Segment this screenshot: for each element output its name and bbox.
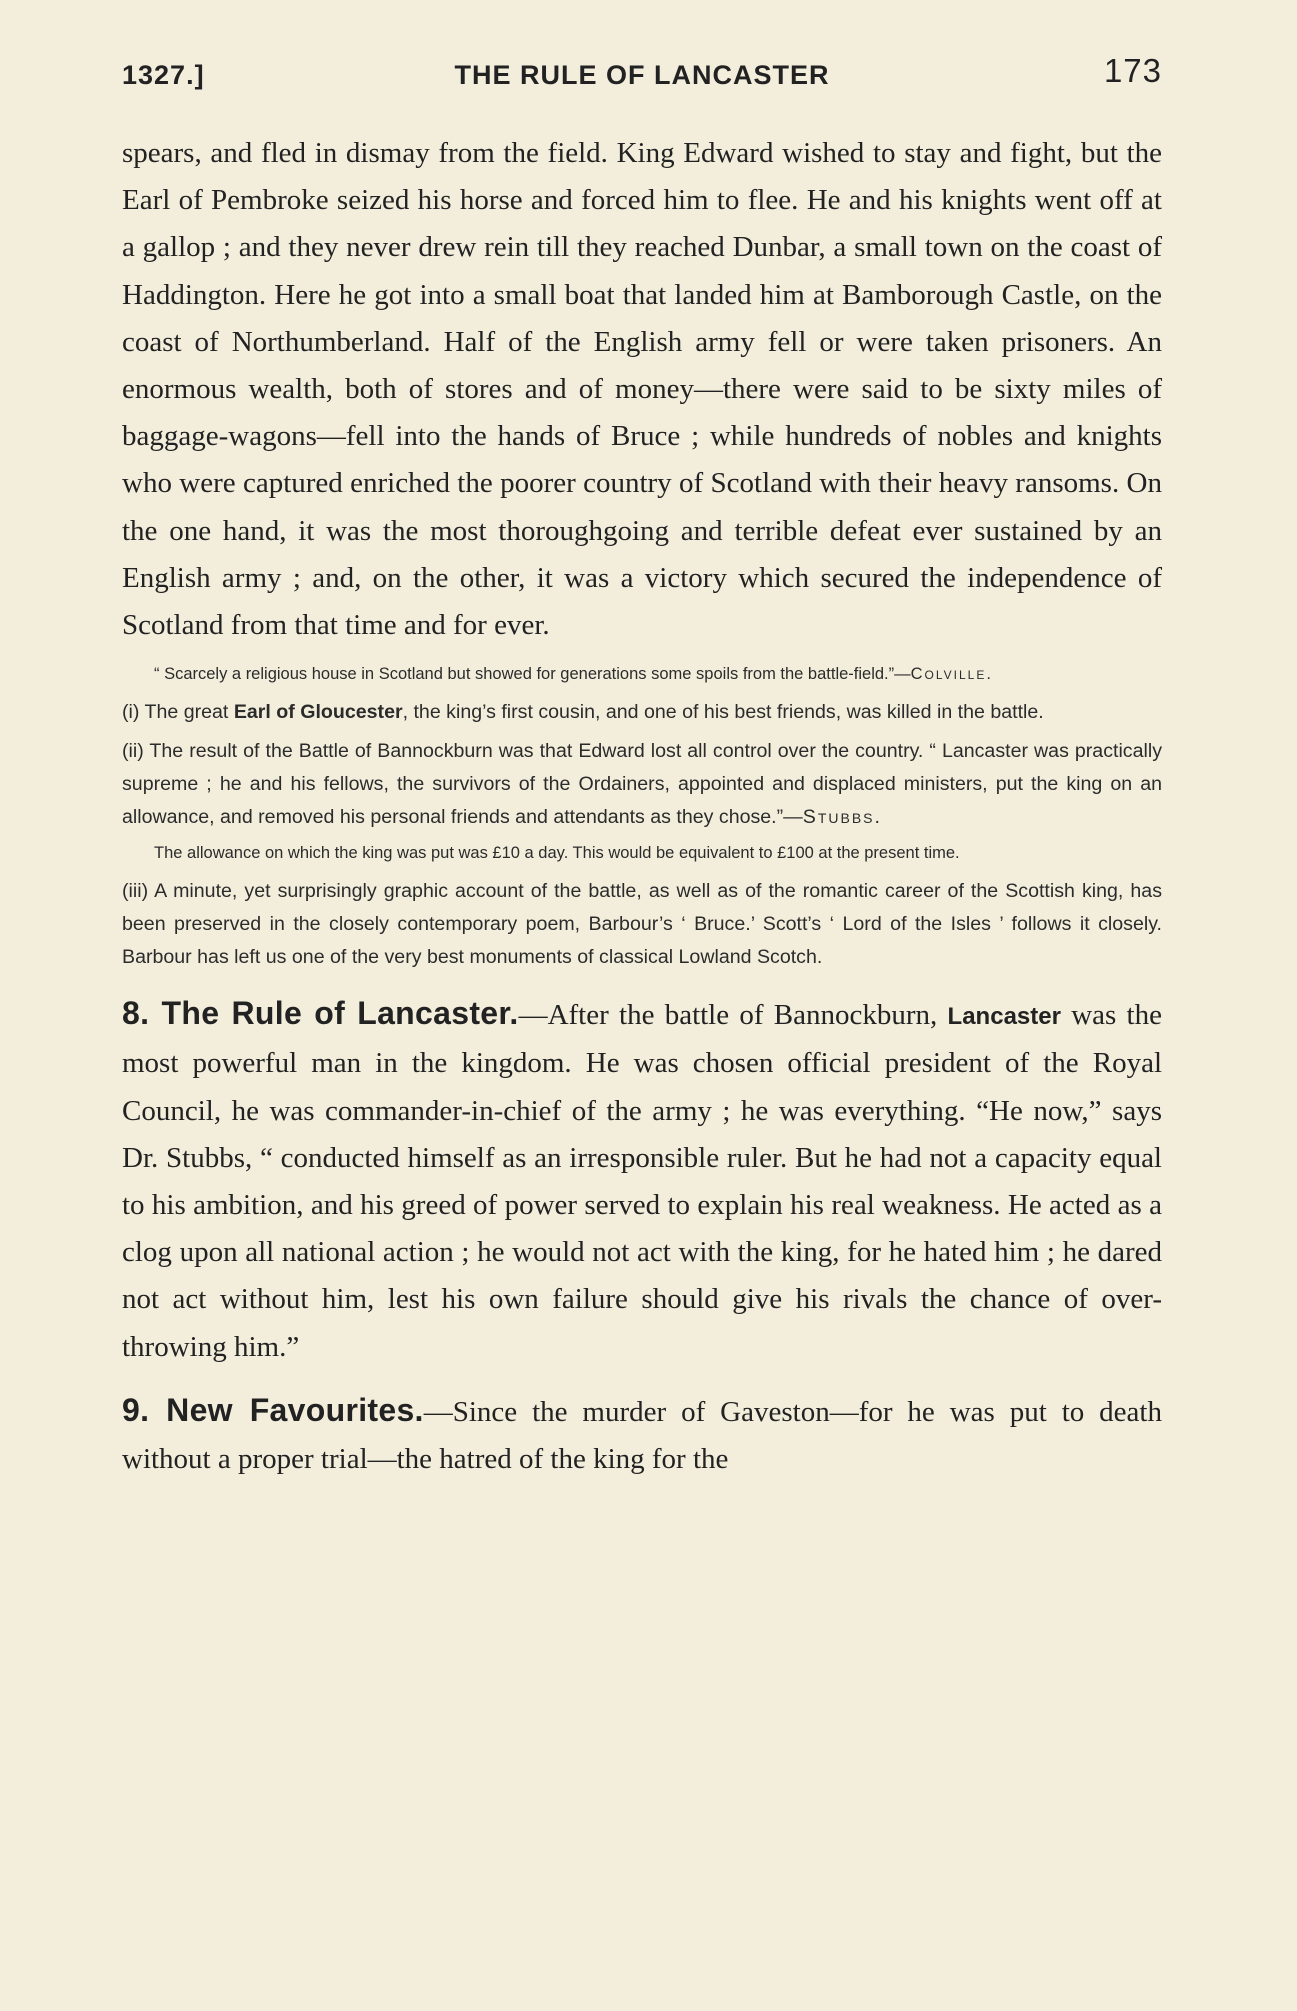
section-8-heading: [122, 995, 519, 1031]
note-i-prefix: (i) The great: [122, 701, 234, 724]
section-9-number: 9.: [122, 1391, 150, 1428]
note-i-rest: , the king’s first cousin, and one of his best friends, was killed in the battle.: [402, 701, 1044, 724]
colville-quote-author: Colville.: [910, 665, 993, 684]
section-8-title: The Rule of Lancaster.: [161, 995, 519, 1032]
note-ii-author: Stubbs.: [802, 806, 882, 829]
section-9-heading: [122, 1392, 424, 1428]
colville-quote-text: “ Scarcely a religious house in Scotland but showed for generations some spoils from the battle-field.”—: [154, 665, 911, 684]
paragraph-continued: spears, and fled in dismay from the field. King Edward wished to stay and fight, but the Earl of Pembroke seized his horse and forced him to flee. He and his knights went off at a gallop ; and they never drew rein till they reached Dunbar, a small town on the coast of Haddington. Here he got into a small boat that landed him at Bamborough Castle, on the coast of Northumberland. Half of the English army fell or were taken prisoners. An enormous wealth, both of stores and of money—there were said to be sixty miles of baggage-wagons—fell into the hands of Bruce ; while hundreds of nobles and knights who were captured enriched the poorer country of Scotland with their heavy ransoms. On the one hand, it was the most thoroughgoing and terrible defeat ever sustained by an English army ; and, on the other, it was a victory which secured the independence of Scotland from that time and for ever.: [122, 137, 1162, 642]
section-8-body: was the most powerful man in the kingdom. He was chosen official president of the Royal Council, he was commander-in-chief of the army ; he was everything. “He now,” says Dr. Stubbs, “ conducted himself as an irresponsible ruler. But he had not a capacity equal to his ambition, and his greed of power served to explain his real weakness. He acted as a clog upon all national action ; he would not act with the king, for he hated him ; he dared not act without him, lest his own failure should give his rivals the chance of over-throwing him.”: [122, 999, 1162, 1363]
note-i-bold: Earl of Gloucester: [233, 701, 403, 724]
section-8-bold-word: Lancaster: [947, 1003, 1061, 1031]
running-header: [122, 52, 1162, 96]
section-9: [122, 1387, 1162, 1483]
page-number: 173: [1103, 52, 1162, 89]
section-8-lead: After the battle of Bannockburn,: [547, 999, 948, 1032]
note-iii: (iii) A minute, yet surprisingly graphic account of the battle, as well as of the romantic career of the Scottish king, has been preserved in the closely contemporary poem, Barbour’s ‘ Bruce.’ Scott’s ‘ Lord of the Isles ’ follows it closely. Barbour has left us one of the very best monuments of classical Lowland Scotch.: [122, 880, 1162, 969]
note-i: [122, 696, 1162, 729]
colville-quote: [122, 661, 1162, 688]
section-9-title: New Favourites.: [166, 1391, 424, 1428]
section-8: [122, 990, 1162, 1371]
note-allowance: The allowance on which the king was put was £10 a day. This would be equivalent to £100 at the present time.: [154, 844, 960, 863]
book-page: [122, 52, 1162, 1972]
section-8-number: 8.: [122, 995, 150, 1032]
header-year: 1327.]: [122, 60, 205, 90]
section-gap: [122, 1371, 1162, 1387]
header-title: THE RULE OF LANCASTER: [454, 60, 830, 90]
notes-block: [122, 661, 1162, 974]
note-ii: [122, 735, 1162, 834]
section-9-dash: —: [423, 1395, 453, 1428]
section-8-dash: —: [518, 999, 548, 1032]
note-ii-text: (ii) The result of the Battle of Bannockburn was that Edward lost all control over the country. “ Lancaster was practically supreme ; he and his fellows, the survivors of the Ordainers, appointed and displaced ministers, put the king on an allowance, and removed his personal friends and attendants as they chose.”—: [122, 740, 1162, 829]
page-body: [122, 130, 1162, 1483]
section-9-body: Since the murder of Gaveston—for he was put to death without a proper trial—the hatred of the king for the: [122, 1395, 1162, 1476]
